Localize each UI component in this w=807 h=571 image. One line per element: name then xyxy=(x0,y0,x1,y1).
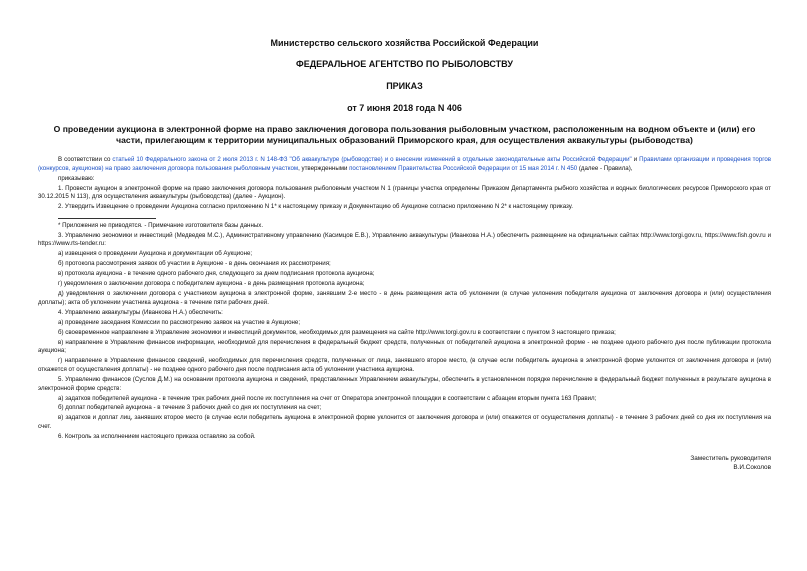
footnote: * Приложения не приводятся. - Примечание изготовителя базы данных. xyxy=(58,221,264,229)
item-6: 6. Контроль за исполнением настоящего приказа оставляю за собой. xyxy=(58,433,256,441)
document-page xyxy=(38,32,771,472)
item-4v: в) направление в Управление финансов информации, необходимой для перечисления в федеральный бюджет средств, полученных от победителей аукциона в электронной форме - не позднее одного рабочего дня после публикации протокола аукциона; xyxy=(38,338,771,355)
agency-name: ФЕДЕРАЛЬНОЕ АГЕНТСТВО ПО РЫБОЛОВСТВУ xyxy=(296,59,513,69)
item-4: 4. Управлению аквакультуры (Иванкова Н.А.) обеспечить: xyxy=(58,308,223,316)
item-3b: б) протокола рассмотрения заявок об участии в Аукционе - в день окончания их рассмотрения; xyxy=(58,260,331,268)
preamble xyxy=(38,156,771,173)
item-4a: а) проведение заседания Комиссии по рассмотрению заявок на участие в Аукционе; xyxy=(58,318,301,326)
preamble-text-3: , утвержденными xyxy=(298,164,350,172)
doc-date-number: от 7 июня 2018 года N 406 xyxy=(347,103,462,113)
item-4g: г) направление в Управление финансов сведений, необходимых для перечисления средств, полученных от лица, занявшего второе место, (в случае если победитель аукциона в электронной форме уклонится от заключения договора и (или) откажется от осуществления доплаты) - не позднее одного рабочего дня после подписания акта об уклонении участника аукциона. xyxy=(38,357,771,373)
footnote-divider xyxy=(58,218,156,219)
item-3: 3. Управлению экономики и инвестиций (Медведев М.С.), Административному управлению (Касимцов Е.В.), Управлению аквакультуры (Иванкова Н.А.) обеспечить размещение на официальных сайтах http://www.torgi.gov.ru, https://www.fish.gov.ru и https://www.rts-tender.ru: xyxy=(38,231,771,248)
item-1: 1. Провести аукцион в электронной форме на право заключения договора пользования рыболовным участком N 1 (границы участка определены Приказом Департамента рыбного хозяйства и водных биологических ресурсов Приморского края от 30.12.2015 N 113), для осуществления аквакультуры (рыбоводства) (далее - Аукцион). xyxy=(38,184,771,201)
preamble-text-2: и xyxy=(631,156,640,163)
doc-title: О проведении аукциона в электронной форме на право заключения договора пользования рыболовным участком, расположенным на водном объекте и (или) его части, прилегающим к территории муниципальных образований Приморского края, для осуществления аквакультуры (рыбоводства) xyxy=(53,124,756,145)
item-5b: б) доплат победителей аукциона - в течение 3 рабочих дней со дня их поступления на счет; xyxy=(58,404,322,412)
ministry-name: Министерство сельского хозяйства Российской Федерации xyxy=(270,38,539,48)
item-4b: б) своевременное направление в Управление экономики и инвестиций документов, необходимых для размещения на сайте http://www.torgi.gov.ru в соответствии с пунктом 3 настоящего приказа; xyxy=(58,328,616,336)
item-5v: в) задатков и доплат лиц, занявших второе место (в случае если победитель аукциона в электронной форме уклонится от заключения договора и (или) откажется от осуществления доплаты) - в течение 3 рабочих дней со дня их поступления на счет. xyxy=(38,414,771,431)
item-3a: а) извещения о проведении Аукциона и документации об Аукционе; xyxy=(58,250,253,258)
item-3g: г) уведомления о заключении договора с победителем аукциона - в день размещения протокола аукциона; xyxy=(58,280,365,288)
law-link[interactable]: статьей 10 Федерального закона от 2 июля 2013 г. N 148-ФЗ "Об аквакультуре (рыбоводстве) и о внесении изменений в отдельные законодательные акты Российской Федерации" xyxy=(112,156,632,163)
signature-block xyxy=(38,454,771,472)
item-2: 2. Утвердить Извещение о проведении Аукциона согласно приложению N 1* к настоящему приказу и Документацию об Аукционе согласно приложению N 2* к настоящему приказу. xyxy=(58,203,573,211)
preamble-text-4: (далее - Правила), xyxy=(577,164,633,172)
item-3v: в) протокола аукциона - в течение одного рабочего дня, следующего за днем подписания протокола аукциона; xyxy=(58,270,375,278)
preamble-text-1: В соответствии со xyxy=(58,156,113,163)
signer-name: В.И.Соколов xyxy=(733,463,771,471)
signer-position: Заместитель руководителя xyxy=(690,454,771,462)
doc-body xyxy=(38,156,771,442)
item-3d: д) уведомления о заключении договора с участником аукциона в электронной форме, занявшим 2-е место - в день размещения акта об уклонении (в случае уклонения победителя аукциона от заключения договора и (или) осуществления доплаты); акта об уклонении участника аукциона - в течение пяти рабочих дней. xyxy=(38,290,771,306)
doc-type: ПРИКАЗ xyxy=(386,81,423,91)
resolution-link[interactable]: постановлением Правительства Российской Федерации от 15 мая 2014 г. N 450 xyxy=(349,164,578,172)
order-word: приказываю: xyxy=(58,174,95,182)
rules-link[interactable]: Правилами организации и проведения торгов (конкурсов, аукционов) на право заключения договора пользования рыболовным участком xyxy=(38,156,772,172)
item-5: 5. Управлению финансов (Суслов Д.М.) на основании протокола аукциона и сведений, представленных Управлением аквакультуры, обеспечить в установленном порядке перечисление в федеральный бюджет полученных в результате аукциона в электронной форме средств: xyxy=(38,375,771,392)
item-5a: а) задатков победителей аукциона - в течение трех рабочих дней после их поступления на счет от Оператора электронной площадки в соответствии с абзацем вторым пункта 163 Правил; xyxy=(58,394,597,402)
